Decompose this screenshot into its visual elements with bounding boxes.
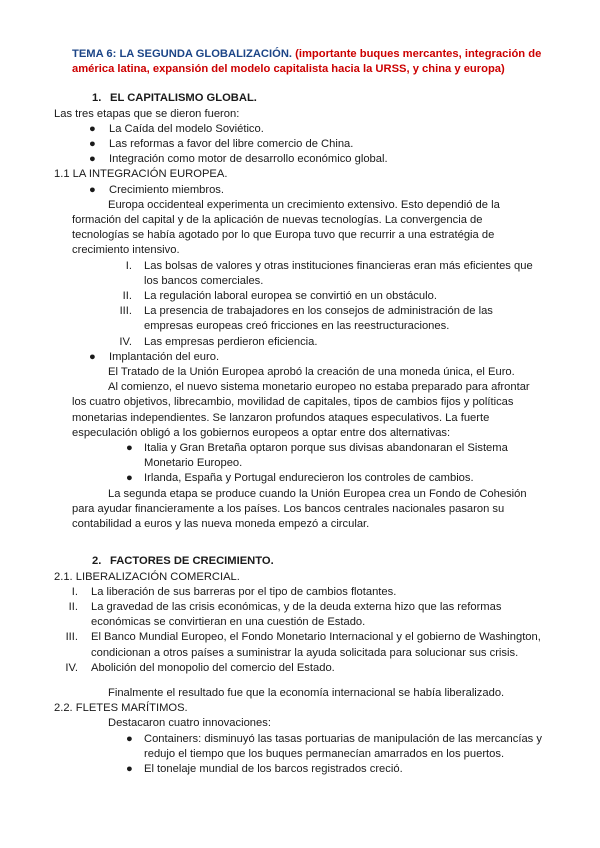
list-item: I. La liberación de sus barreras por el tipo de cambios flotantes. [71, 585, 397, 598]
section-1-title: EL CAPITALISMO GLOBAL. [110, 92, 257, 105]
list-item: IV. Abolición del monopolio del comercio del Estado. [65, 661, 335, 674]
title-main: TEMA 6: LA SEGUNDA GLOBALIZACIÓN. [72, 48, 293, 60]
roman-list [72, 259, 542, 350]
subsection-2-1-heading: 2.1. LIBERALIZACIÓN COMERCIAL. [54, 570, 240, 583]
innovations-list [72, 732, 542, 778]
list-item: ● Italia y Gran Bretaña optaron porque sus divisas abandonaran el Sistema Monetario Europeo. [126, 442, 508, 470]
bullet-icon: ● [89, 138, 96, 151]
section-1-number: 1. [92, 92, 102, 105]
alternatives-list [72, 441, 542, 487]
stages-list [72, 122, 542, 168]
growth-bullet [72, 183, 542, 198]
paragraph: Al comienzo, el nuevo sistema monetario europeo no estaba preparado para afrontar los cuatro objetivos, librecambio, movilidad de capitales, tipos de cambios fijos y políticas monetarias independientes. Se lanzaron profundos ataques especulativos. La fuerte especulación obligó a los gobiernos europeos a optar entre dos alternativas: [72, 381, 530, 439]
paragraph: Europa occidenteal experimenta un crecimiento extensivo. Esto dependió de la formación del capital y de la aplicación de nuevas tecnologías. La convergencia de tecnologías se había agotado por lo que Europa tuvo que recurrir a una estratégia de crecimiento intensivo. [72, 198, 500, 257]
bullet-icon: ● [126, 442, 133, 455]
bullet-icon: ● [126, 472, 133, 485]
list-item: ● El tonelaje mundial de los barcos registrados creció. [72, 762, 542, 777]
paragraph: El Tratado de la Unión Europea aprobó la creación de una moneda única, el Euro. [108, 366, 515, 379]
paragraph: Finalmente el resultado fue que la economía internacional se había liberalizado. [108, 686, 505, 699]
euro-bullet [72, 350, 542, 365]
stages-intro: Las tres etapas que se dieron fueron: [54, 107, 240, 120]
list-item: ● Crecimiento miembros. [72, 183, 542, 198]
list-item: IV. Las empresas perdieron eficiencia. [119, 335, 318, 348]
title-subtitle: (importante buques mercantes, integración de américa latina, expansión del modelo capitalista hacia la URSS, y china y europa) [72, 48, 542, 76]
bullet-icon: ● [126, 762, 133, 775]
list-item: II. La gravedad de las crisis económicas, y de la deuda externa hizo que las reformas económicas se convirtieran en una cuestión de Estado. [68, 600, 502, 629]
section-2-heading [92, 554, 542, 569]
list-item: ● La Caída del modelo Soviético. [72, 122, 542, 137]
list-item: III. La presencia de trabajadores en los consejos de administración de las empresas europeas creó fricciones en las reestructuraciones. [119, 305, 493, 333]
bullet-icon: ● [89, 183, 96, 196]
paragraph: Destacaron cuatro innovaciones: [108, 717, 271, 730]
list-item: ● Las reformas a favor del libre comercio de China. [72, 137, 542, 152]
list-item: I. Las bolsas de valores y otras instituciones financieras eran más eficientes que los bancos comerciales. [125, 259, 533, 287]
list-item: ● Containers: disminuyó las tasas portuarias de manipulación de las mercancías y redujo el tiempo que los buques permanecían amarrados en los puertos. [126, 732, 542, 760]
list-item: ● Implantación del euro. [72, 350, 542, 365]
list-item: ● Irlanda, España y Portugal endurecieron los controles de cambios. [72, 471, 542, 486]
spacer [72, 676, 542, 686]
bullet-icon: ● [89, 122, 96, 135]
bullet-icon: ● [126, 732, 133, 745]
subsection-1-1-heading: 1.1 LA INTEGRACIÓN EUROPEA. [54, 168, 228, 181]
document-title [72, 47, 542, 77]
list-item: ● Integración como motor de desarrollo económico global. [72, 152, 542, 167]
bullet-icon: ● [89, 350, 96, 363]
roman-list [65, 585, 542, 676]
paragraph: La segunda etapa se produce cuando la Unión Europea crea un Fondo de Cohesión para ayudar financieramente a los países. Los bancos centrales nacionales pasaron su contabilidad a euros y las nueva moneda empezó a circular. [72, 487, 527, 531]
bullet-icon: ● [89, 153, 96, 166]
subsection-2-2-heading: 2.2. FLETES MARÍTIMOS. [54, 702, 188, 715]
section-2-number: 2. [92, 555, 102, 568]
section-1-heading [92, 91, 542, 106]
list-item: II. La regulación laboral europea se convirtió en un obstáculo. [122, 290, 437, 303]
list-item: III. El Banco Mundial Europeo, el Fondo Monetario Internacional y el gobierno de Washington, condicionan a otros países a suministrar la ayuda solicitada para solucionar sus crisis. [65, 631, 541, 659]
section-2-title: FACTORES DE CRECIMIENTO. [110, 555, 274, 568]
